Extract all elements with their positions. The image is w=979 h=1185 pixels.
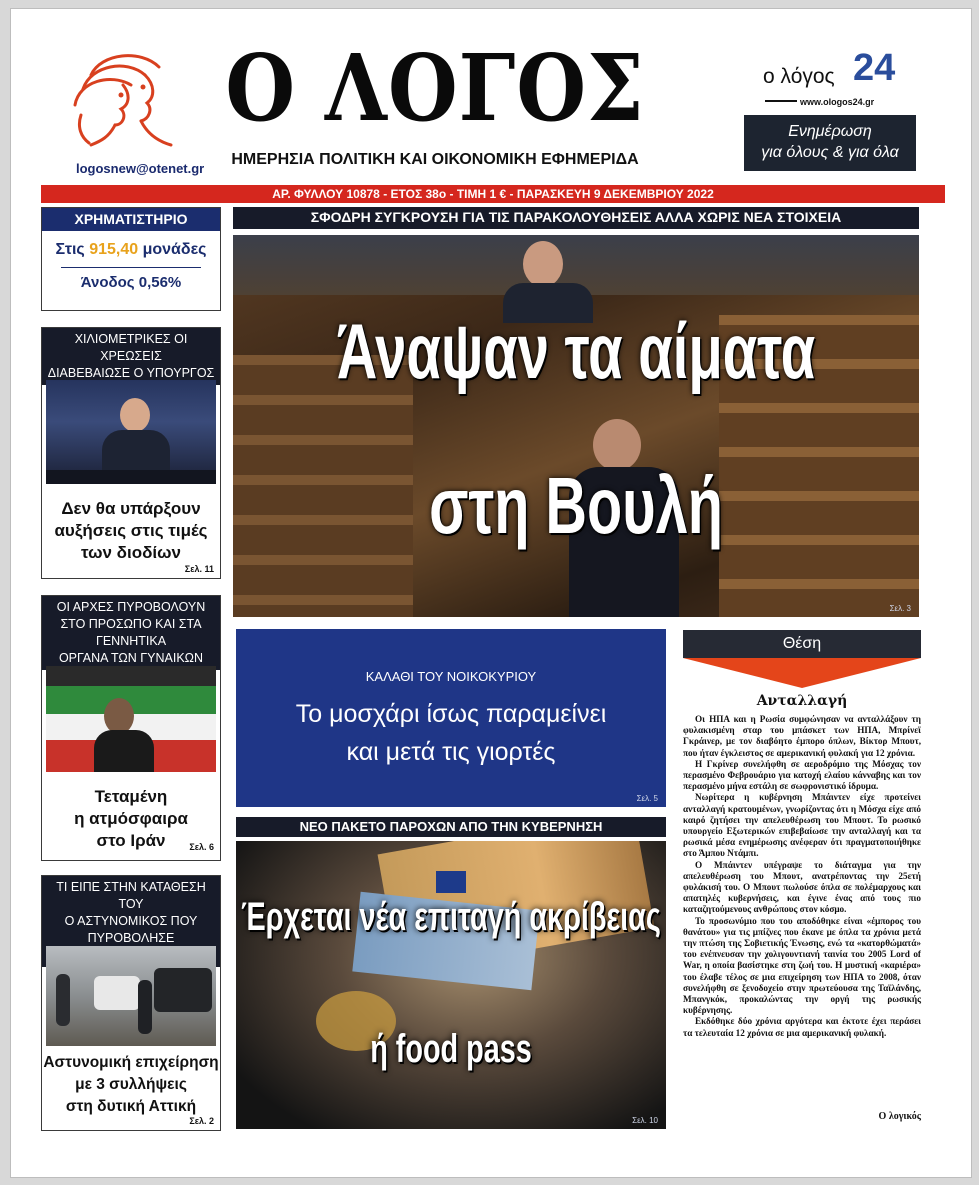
car-white (94, 976, 140, 1010)
stock-prefix: Στις (55, 241, 85, 258)
basket-story-box[interactable] (236, 629, 666, 807)
basket-kicker: ΚΑΛΑΘΙ ΤΟΥ ΝΟΙΚΟΚΥΡΙΟΥ (365, 669, 537, 684)
editorial-paragraph: Νωρίτερα η κυβέρνηση Μπάιντεν είχε προτείνει ανταλλαγή κρατουμένων, γνωρίζοντας ότι η Μόσχα είχε από καιρό ζητήσει την απελευθέρωση του Μπουτ. Το ρωσικό υπουργείο Εξωτερικών επιβεβαίωσε την ανταλλαγή και τα ρωσικά μέσα ενημέρωσης ανέφεραν ότι πραγματοποιήθηκε στο Άμπου Ντάμπι. (683, 792, 921, 859)
story-police-title (42, 1052, 220, 1118)
story-iran-header-line-2: ΣΤΟ ΠΡΟΣΩΠΟ ΚΑΙ ΣΤΑ ΓΕΝΝΗΤΙΚΑ (60, 617, 202, 648)
newspaper-title: Ο ΛΟΓΟΣ (225, 33, 645, 142)
stock-value-line (42, 241, 220, 259)
story-tolls-title (42, 498, 220, 564)
story-police-page: Σελ. 2 (189, 1116, 214, 1126)
parliament-photo[interactable] (233, 235, 919, 617)
story-tolls-title-line-2: αυξήσεις στις τιμές (54, 521, 208, 540)
protester-head (104, 698, 134, 734)
story-police-box[interactable] (41, 875, 221, 1131)
story-iran-title-line-3: στο Ιράν (96, 831, 166, 850)
subsidy-page: Σελ. 10 (632, 1116, 658, 1125)
editorial-body (683, 714, 921, 1039)
officer-left (56, 974, 70, 1026)
stock-value: 915,40 (89, 241, 139, 258)
story-tolls-box[interactable] (41, 327, 221, 579)
editorial-arrow (683, 658, 921, 688)
main-page: Σελ. 3 (889, 604, 911, 613)
stock-suffix: μονάδες (142, 241, 207, 258)
story-iran-header-line-1: ΟΙ ΑΡΧΕΣ ΠΥΡΟΒΟΛΟΥΝ (56, 600, 206, 614)
issue-info-bar: ΑΡ. ΦΥΛΛΟΥ 10878 - ΕΤΟΣ 38ο - ΤΙΜΗ 1 € - ΠΑΡΑΣΚΕΥΗ 9 ΔΕΚΕΜΒΡΙΟΥ 2022 (41, 185, 945, 203)
story-police-title-line-1: Αστυνομική επιχείρηση (43, 1054, 219, 1071)
tagline-line-2: για όλους & για όλα (761, 144, 899, 161)
editorial-title: Ανταλλαγή (756, 693, 848, 709)
tagline-box (744, 115, 916, 171)
protester-body (94, 730, 154, 772)
logo-faces-icon (61, 45, 181, 155)
editorial-paragraph: Η Γκρίνερ συνελήφθη σε αεροδρόμιο της Μόσχας τον περασμένο Φεβρουάριο για κατοχή ελαίου κάνναβης και τον περασμένο μήνα εστάλη σε σωφρονιστικό ίδρυμα. (683, 758, 921, 792)
story-iran-page: Σελ. 6 (189, 842, 214, 852)
newspaper-page (10, 8, 972, 1178)
basket-title-line-2: και μετά τις γιορτές (346, 738, 556, 766)
subsidy-strap: ΝΕΟ ΠΑΚΕΤΟ ΠΑΡΟΧΩΝ ΑΠΟ ΤΗΝ ΚΥΒΕΡΝΗΣΗ (236, 817, 666, 837)
story-tolls-header-line-2: ΔΙΑΒΕΒΑΙΩΣΕ Ο ΥΠΟΥΡΓΟΣ (47, 366, 215, 380)
story-iran-box[interactable] (41, 595, 221, 861)
online-logo-number: 24 (853, 47, 896, 89)
editorial-paragraph: Εκδόθηκε δύο χρόνια αργότερα και έκτοτε έχει περάσει τα τελευταία 12 χρόνια σε μια αμερικανική φυλακή. (683, 1016, 921, 1038)
car-black (154, 968, 212, 1012)
story-iran-photo (46, 666, 216, 772)
stock-change: Άνοδος 0,56% (80, 274, 182, 291)
story-tolls-photo (46, 380, 216, 484)
banknotes-photo[interactable] (236, 841, 666, 1129)
eu-flag-mark (436, 871, 466, 893)
editorial-paragraph: Ο Μπάιντεν υπέγραψε το διάταγμα για την απελευθέρωση του Μπουτ, ανατρέποντας την 25ετή φυλάκισή του. Ο Μπουτ πωλούσε όπλα σε πολέμαρχους και απατηλές κυβερνήσεις, και έγινε ένας από τους πιο καταζητούμενους ανθρώπους στον κόσμο. (683, 859, 921, 915)
basket-page: Σελ. 5 (636, 794, 658, 803)
story-police-title-line-3: στη δυτική Αττική (65, 1098, 197, 1115)
story-tolls-title-line-1: Δεν θα υπάρξουν (61, 499, 201, 518)
online-url[interactable]: www.ologos24.gr (800, 97, 875, 107)
story-tolls-title-line-3: των διοδίων (81, 543, 181, 562)
basket-title (236, 695, 666, 771)
story-iran-title-line-2: η ατμόσφαιρα (74, 809, 188, 828)
story-police-header-line-1: ΤΙ ΕΙΠΕ ΣΤΗΝ ΚΑΤΑΘΕΣΗ ΤΟΥ (56, 880, 206, 911)
main-strap: ΣΦΟΔΡΗ ΣΥΓΚΡΟΥΣΗ ΓΙΑ ΤΙΣ ΠΑΡΑΚΟΛΟΥΘΗΣΕΙΣ ΑΛΛΑ ΧΩΡΙΣ ΝΕΑ ΣΤΟΙΧΕΙΑ (233, 207, 919, 229)
desk (46, 470, 216, 484)
editorial-paragraph: Οι ΗΠΑ και η Ρωσία συμφώνησαν να ανταλλάξουν τη φυλακισμένη σταρ του μπάσκετ των ΗΠΑ, Μπρίνεϊ Γκράινερ, με τον διαβόητο έμπορο όπλων, Βίκτορ Μπουτ, που ήταν έγκλειστος σε αμερικανική φυλακή για 12 χρόνια. (683, 714, 921, 758)
story-iran-title-line-1: Τεταμένη (94, 787, 168, 806)
basket-title-line-1: Το μοσχάρι ίσως παραμείνει (295, 700, 607, 728)
story-iran-header-line-3: ΟΡΓΑΝΑ ΤΩΝ ΓΥΝΑΙΚΩΝ (58, 651, 204, 665)
newspaper-subtitle: ΗΜΕΡΗΣΙΑ ΠΟΛΙΤΙΚΗ ΚΑΙ ΟΙΚΟΝΟΜΙΚΗ ΕΦΗΜΕΡΙΔΑ (231, 151, 639, 168)
contact-email[interactable]: logosnew@otenet.gr (76, 161, 205, 176)
stock-market-box (41, 207, 221, 311)
officer-right (138, 980, 152, 1034)
story-tolls-header-line-1: ΧΙΛΙΟΜΕΤΡΙΚΕΣ ΟΙ ΧΡΕΩΣΕΙΣ (74, 332, 188, 363)
subsidy-headline-line-1: Έρχεται νέα επιταγή ακρίβειας (241, 895, 661, 939)
story-tolls-header (42, 328, 220, 385)
story-tolls-page: Σελ. 11 (184, 564, 214, 574)
subsidy-headline-line-2: ή food pass (370, 1027, 532, 1071)
editorial-signature: Ο λογικός (878, 1111, 921, 1122)
editorial-paragraph: Το προσωνύμιο που του αποδόθηκε είναι «έμπορος του θανάτου» για τις μπίζνες που έκανε με όπλα τα χρόνια μετά την πτώση της Σοβιετικής Ένωσης, ενώ τα «κατορθώματά» του ενέπνευσαν την χολιγουντιανή ταινία του 2005 Lord of War, η οποία βασίστηκε στη ζωή του. Η μυστική «καριέρα» του έλαβε τέλος σε μια επιχείρηση των ΗΠΑ το 2008, όταν συνελήφθη σε ξενοδοχείο στην πρωτεύουσα της Ταϊλάνδης, Μπανγκόκ, προκαλώντας την οργή της ρωσικής κυβέρνησης. (683, 915, 921, 1016)
stock-divider (61, 267, 201, 268)
online-logo-name: ο λόγος (763, 65, 835, 88)
story-police-title-line-2: με 3 συλλήψεις (75, 1076, 187, 1093)
story-iran-header (42, 596, 220, 670)
online-logo-divider (765, 100, 797, 102)
pm-face (523, 241, 563, 287)
tagline-line-1: Ενημέρωση (788, 123, 872, 140)
main-headline-line-1: Άναψαν τα αίματα (336, 307, 816, 395)
story-police-header-line-2: Ο ΑΣΤΥΝΟΜΙΚΟΣ ΠΟΥ ΠΥΡΟΒΟΛΗΣΕ (64, 914, 198, 945)
main-headline-line-2: στη Βουλή (429, 461, 723, 550)
stock-header: ΧΡΗΜΑΤΙΣΤΗΡΙΟ (42, 208, 220, 231)
minister-face (120, 398, 150, 432)
editorial-section-header: Θέση (683, 630, 921, 658)
story-police-photo (46, 946, 216, 1046)
